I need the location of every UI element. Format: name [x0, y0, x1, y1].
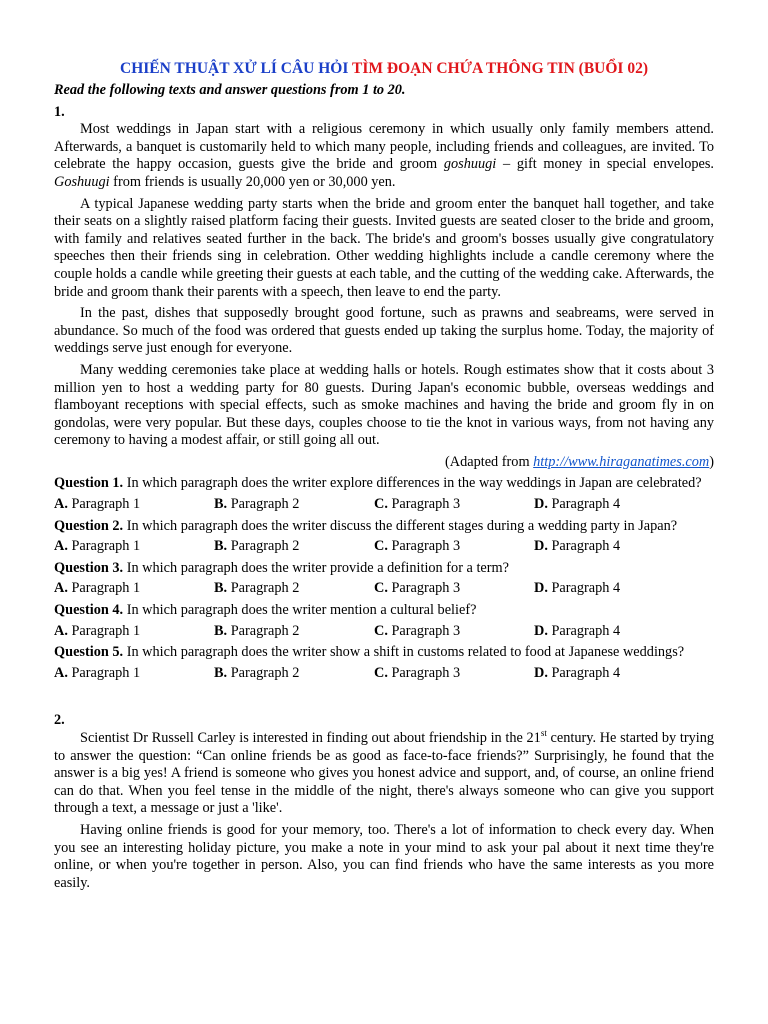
source-link[interactable]: http://www.hiraganatimes.com [533, 453, 710, 470]
question-2: Question 2. In which paragraph does the writer discuss the different stages during a wedding party in Japan? [54, 517, 678, 534]
option-b[interactable]: B. Paragraph 2 [214, 664, 300, 681]
question-3: Question 3. In which paragraph does the writer provide a definition for a term? [54, 559, 509, 576]
question-4-options [54, 623, 714, 641]
option-b[interactable]: B. Paragraph 2 [214, 622, 300, 639]
question-3-options [54, 580, 714, 598]
option-b[interactable]: B. Paragraph 2 [214, 538, 300, 555]
text2-number: 2. [54, 712, 65, 729]
option-a[interactable]: A. Paragraph 1 [54, 664, 141, 681]
page-title [54, 0, 714, 79]
option-c[interactable]: C. Paragraph 3 [374, 622, 461, 639]
option-a[interactable]: A. Paragraph 1 [54, 496, 141, 513]
question-2-options [54, 538, 714, 556]
option-d[interactable]: D. Paragraph 4 [534, 622, 621, 639]
option-c[interactable]: C. Paragraph 3 [374, 538, 461, 555]
option-a[interactable]: A. Paragraph 1 [54, 580, 141, 597]
text1-number: 1. [54, 103, 65, 120]
text1-paragraph-2: A typical Japanese wedding party starts when the bride and groom enter the banquet hall together, and take their seats on a slightly raised platform facing their guests. Invited guests are seated closer to the bride and groom, with family and relatives seated further in the back. The bride's and groom's bosses usually give congratulatory speeches then their friends sing in celebration. Other wedding highlights include a candle ceremony where the couple holds a candle while greeting their guests at each table, and the cutting of the wedding cake. Afterwards, the bride and groom thank their parents with a speech, then leave to end the party. [54, 195, 714, 300]
source-citation: (Adapted from http://www.hiraganatimes.com) [445, 453, 714, 470]
title-part-red: TÌM ĐOẠN CHỨA THÔNG TIN (BUỔI 02) [352, 60, 648, 77]
option-d[interactable]: D. Paragraph 4 [534, 580, 621, 597]
option-b[interactable]: B. Paragraph 2 [214, 496, 300, 513]
section-gap [54, 686, 714, 708]
question-1: Question 1. In which paragraph does the writer explore differences in the way weddings in Japan are celebrated? [54, 475, 702, 492]
option-a[interactable]: A. Paragraph 1 [54, 622, 141, 639]
text1-paragraph-1: Most weddings in Japan start with a religious ceremony in which usually only family members attend. Afterwards, a banquet is customarily held to which many people, including friends and colleagues, are invited. To celebrate the happy occasion, guests give the bride and groom goshuugi – gift money in special envelopes. Goshuugi from friends is usually 20,000 yen or 30,000 yen. [54, 121, 714, 190]
option-d[interactable]: D. Paragraph 4 [534, 496, 621, 513]
text1-paragraph-4: Many wedding ceremonies take place at wedding halls or hotels. Rough estimates show that it costs about 3 million yen to host a wedding party for 80 guests. During Japan's economic bubble, overseas weddings and flamboyant receptions with special effects, such as smoke machines and having the bride and groom fly in on gondolas, were very popular. But these days, couples choose to tie the knot in various ways, from not having any ceremony to having a modest affair, or still going all out. [54, 361, 714, 449]
option-d[interactable]: D. Paragraph 4 [534, 538, 621, 555]
text2-paragraph-2: Having online friends is good for your memory, too. There's a lot of information to check every day. When you see an interesting holiday picture, you make a note in your mind to ask your pal about it next time they're online, or when you're together in person. Also, you can find friends who have the same interests as you more easily. [54, 821, 714, 891]
instruction: Read the following texts and answer questions from 1 to 20. [54, 82, 406, 98]
option-b[interactable]: B. Paragraph 2 [214, 580, 300, 597]
question-5-options [54, 665, 714, 683]
option-a[interactable]: A. Paragraph 1 [54, 538, 141, 555]
option-d[interactable]: D. Paragraph 4 [534, 664, 621, 681]
text2-paragraph-1: Scientist Dr Russell Carley is interested in finding out about friendship in the 21st century. He started by trying to answer the question: “Can online friends be as good as face-to-face friends?” Surprisingly, he found that the answer is a big yes! A friend is someone who gives you honest advice and support, and, of course, an online friend can do that. When you feel tense in the middle of the night, there's always someone who can give you support through a text, a message or just a 'like'. [54, 728, 714, 817]
option-c[interactable]: C. Paragraph 3 [374, 496, 461, 513]
option-c[interactable]: C. Paragraph 3 [374, 580, 461, 597]
question-5: Question 5. In which paragraph does the writer show a shift in customs related to food at Japanese weddings? [54, 644, 685, 661]
option-c[interactable]: C. Paragraph 3 [374, 664, 461, 681]
text1-paragraph-3: In the past, dishes that supposedly brought good fortune, such as prawns and seabreams, were served in abundance. So much of the food was ordered that guests ended up taking the surplus home. Today, the majority of weddings serve just enough for everyone. [54, 305, 714, 357]
question-1-options [54, 496, 714, 514]
question-4: Question 4. In which paragraph does the writer mention a cultural belief? [54, 602, 477, 619]
title-part-blue: CHIẾN THUẬT XỬ LÍ CÂU HỎI [120, 60, 349, 77]
